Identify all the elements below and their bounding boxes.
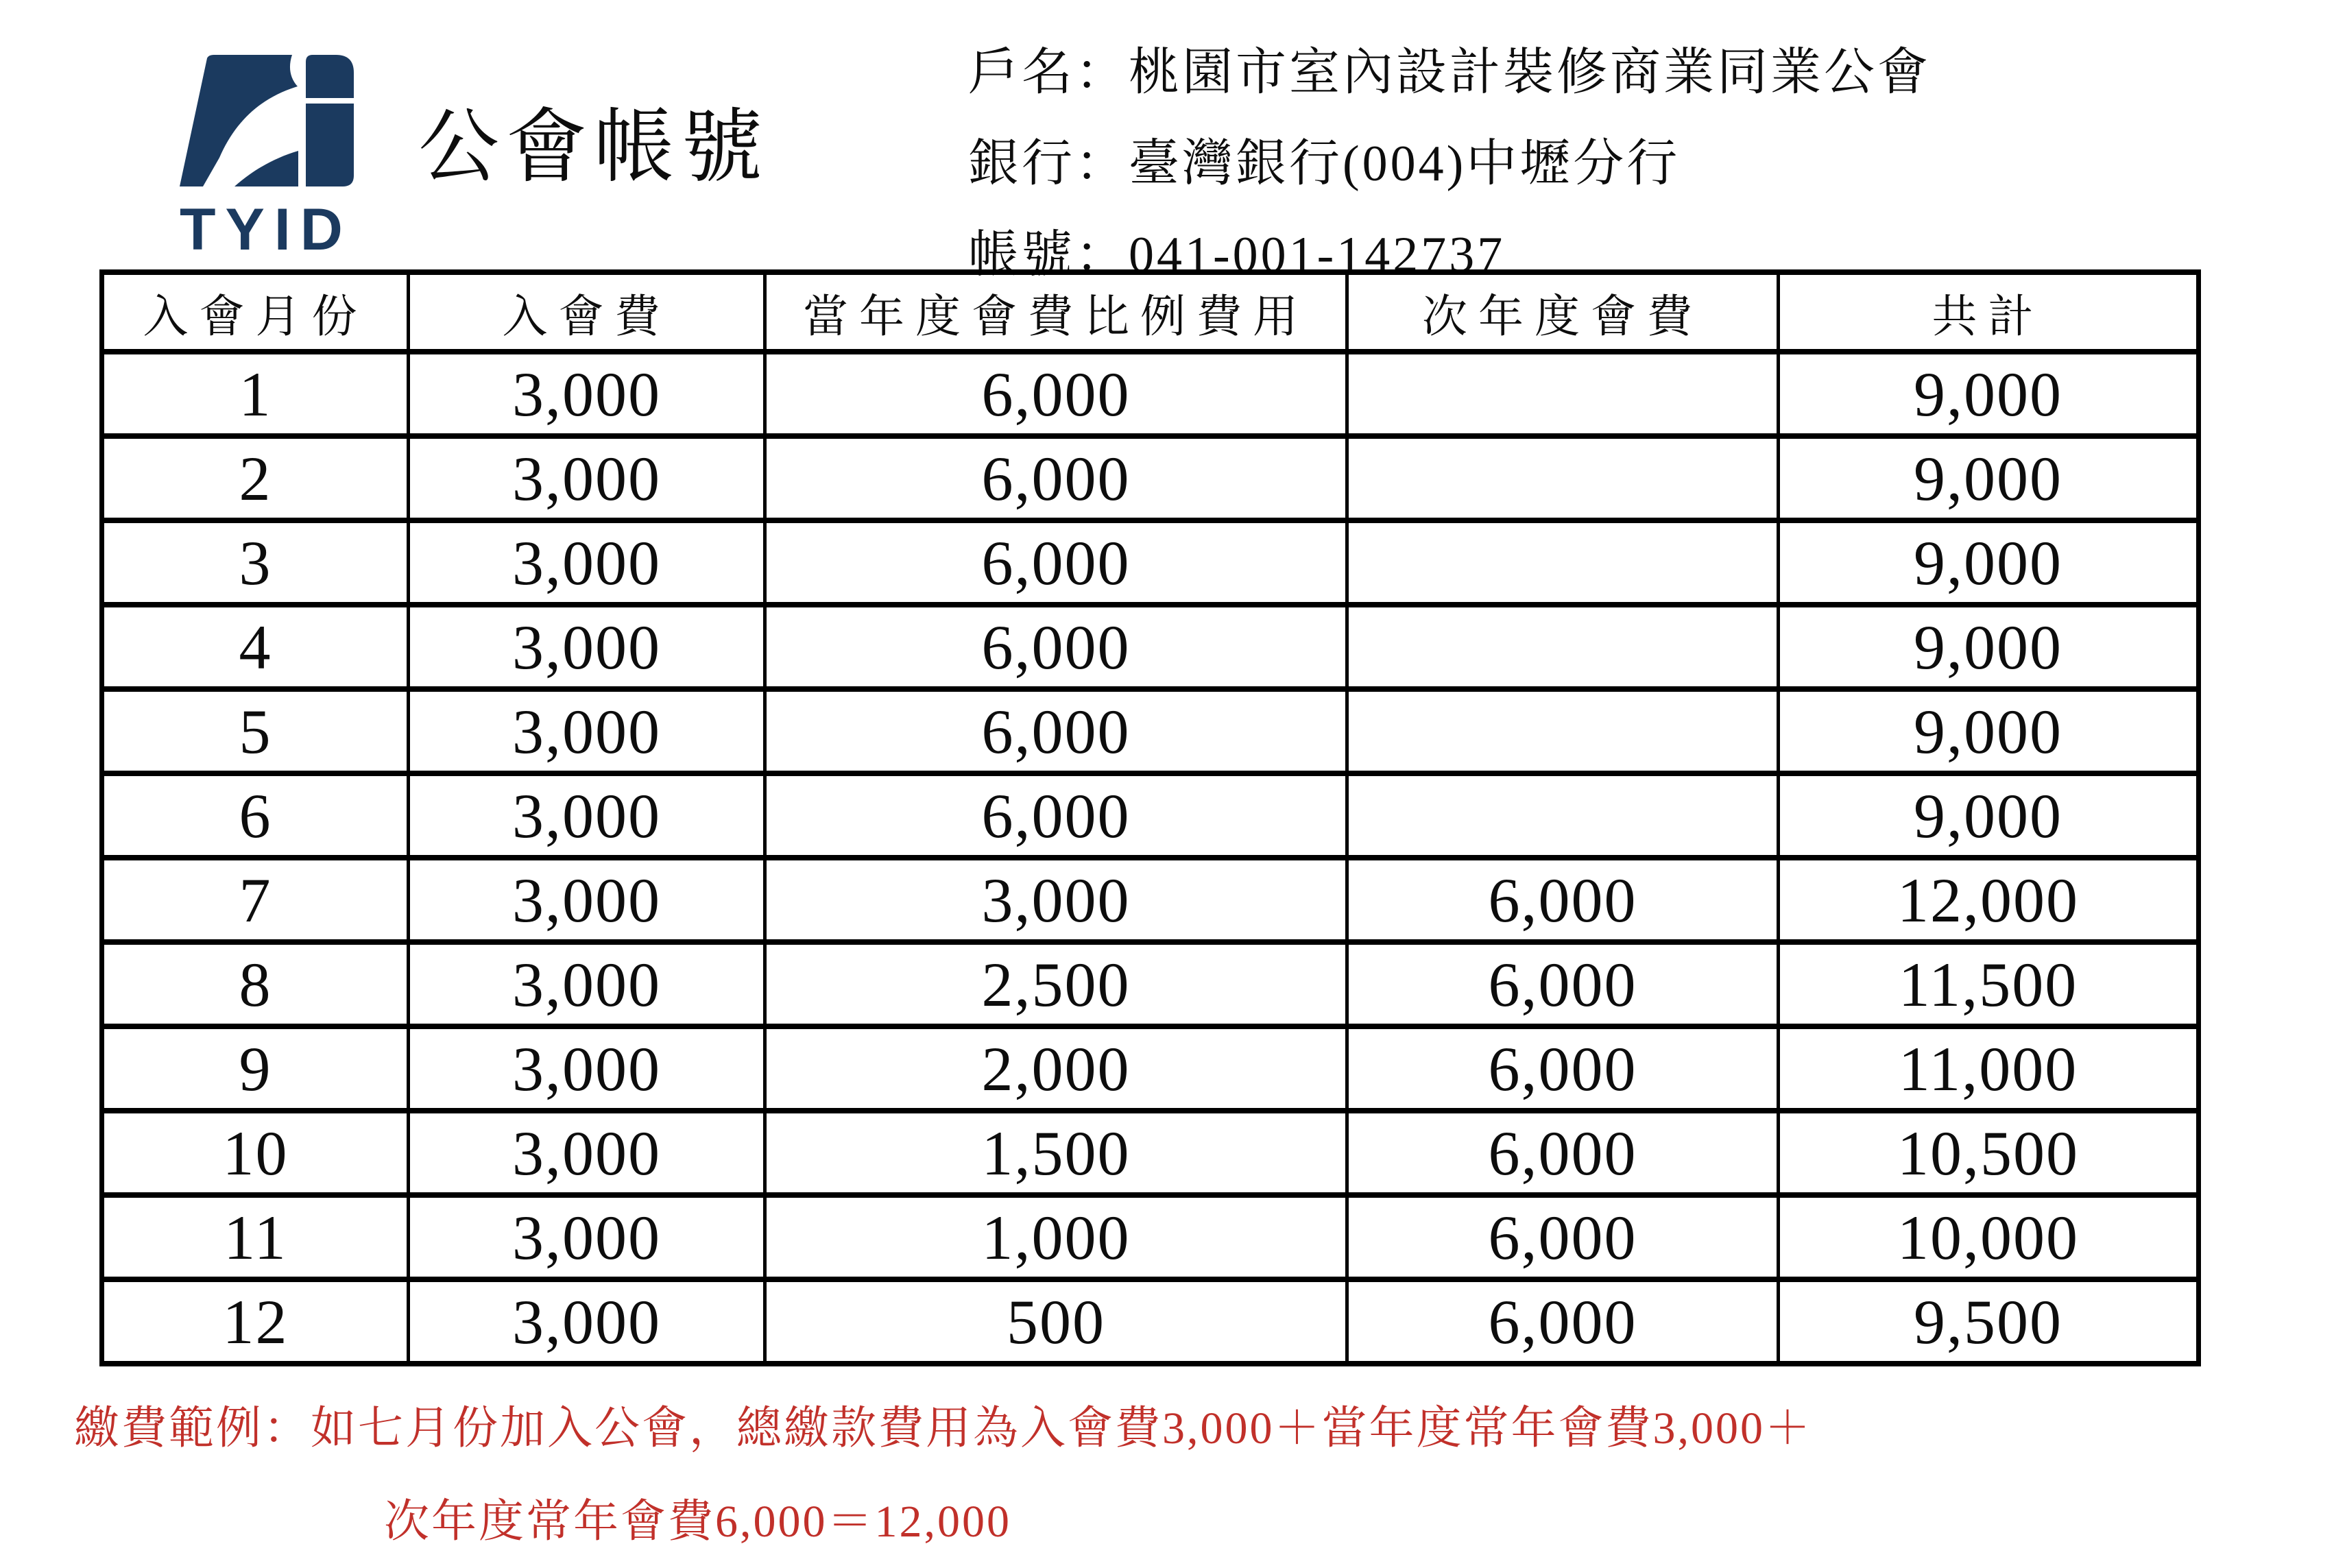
cell-next-year-fee: 6,000 xyxy=(1347,1026,1779,1111)
cell-join-month: 11 xyxy=(102,1195,409,1279)
cell-join-month: 10 xyxy=(102,1111,409,1195)
cell-prorated-fee: 6,000 xyxy=(765,352,1347,436)
fee-table-header-cell: 次年度會費 xyxy=(1347,272,1779,352)
cell-prorated-fee: 2,000 xyxy=(765,1026,1347,1111)
cell-entry-fee: 3,000 xyxy=(409,773,765,858)
cell-prorated-fee: 1,500 xyxy=(765,1111,1347,1195)
cell-join-month: 7 xyxy=(102,858,409,942)
cell-prorated-fee: 3,000 xyxy=(765,858,1347,942)
cell-total: 9,000 xyxy=(1779,352,2199,436)
payment-example-line2: 次年度常年會費6,000＝12,000 xyxy=(384,1497,1011,1547)
account-bank-line: 銀行：臺灣銀行(004)中壢分行 xyxy=(968,136,1681,192)
fee-table-row xyxy=(102,1111,2199,1195)
cell-total: 9,500 xyxy=(1779,1279,2199,1364)
cell-prorated-fee: 6,000 xyxy=(765,520,1347,605)
cell-join-month: 4 xyxy=(102,605,409,689)
account-info xyxy=(968,27,1931,301)
cell-join-month: 5 xyxy=(102,689,409,773)
cell-next-year-fee xyxy=(1347,605,1779,689)
cell-next-year-fee: 6,000 xyxy=(1347,942,1779,1026)
cell-next-year-fee xyxy=(1347,436,1779,520)
fee-table-row xyxy=(102,352,2199,436)
cell-join-month: 2 xyxy=(102,436,409,520)
cell-entry-fee: 3,000 xyxy=(409,858,765,942)
fee-table-row xyxy=(102,1279,2199,1364)
cell-prorated-fee: 6,000 xyxy=(765,689,1347,773)
cell-total: 9,000 xyxy=(1779,773,2199,858)
cell-join-month: 1 xyxy=(102,352,409,436)
payment-example-line1: 繳費範例：如七月份加入公會，總繳款費用為入會費3,000＋當年度常年會費3,000＋ xyxy=(74,1403,1812,1454)
cell-prorated-fee: 500 xyxy=(765,1279,1347,1364)
cell-total: 11,000 xyxy=(1779,1026,2199,1111)
cell-next-year-fee: 6,000 xyxy=(1347,858,1779,942)
tyid-logo xyxy=(180,55,358,263)
cell-prorated-fee: 6,000 xyxy=(765,773,1347,858)
cell-total: 9,000 xyxy=(1779,605,2199,689)
cell-entry-fee: 3,000 xyxy=(409,689,765,773)
cell-prorated-fee: 6,000 xyxy=(765,605,1347,689)
fee-table-row xyxy=(102,605,2199,689)
cell-entry-fee: 3,000 xyxy=(409,436,765,520)
cell-next-year-fee: 6,000 xyxy=(1347,1195,1779,1279)
fee-table-header-cell: 共計 xyxy=(1779,272,2199,352)
cell-total: 11,500 xyxy=(1779,942,2199,1026)
fee-table xyxy=(99,269,2201,1366)
cell-join-month: 6 xyxy=(102,773,409,858)
fee-table-row xyxy=(102,858,2199,942)
cell-join-month: 3 xyxy=(102,520,409,605)
cell-entry-fee: 3,000 xyxy=(409,1279,765,1364)
fee-table-row xyxy=(102,773,2199,858)
page-title: 公會帳號 xyxy=(418,103,770,193)
account-name-line: 戶名：桃園市室內設計裝修商業同業公會 xyxy=(968,45,1931,101)
fee-table-row xyxy=(102,689,2199,773)
account-number-line: 帳號：041-001-142737 xyxy=(968,227,1506,283)
cell-next-year-fee: 6,000 xyxy=(1347,1279,1779,1364)
fee-table-row xyxy=(102,436,2199,520)
cell-total: 10,500 xyxy=(1779,1111,2199,1195)
cell-total: 9,000 xyxy=(1779,520,2199,605)
tyid-logo-icon xyxy=(180,55,354,186)
cell-next-year-fee xyxy=(1347,689,1779,773)
cell-entry-fee: 3,000 xyxy=(409,352,765,436)
cell-entry-fee: 3,000 xyxy=(409,1111,765,1195)
cell-next-year-fee xyxy=(1347,352,1779,436)
cell-total: 9,000 xyxy=(1779,436,2199,520)
fee-table-row xyxy=(102,520,2199,605)
cell-entry-fee: 3,000 xyxy=(409,605,765,689)
fee-table-row xyxy=(102,942,2199,1026)
cell-next-year-fee: 6,000 xyxy=(1347,1111,1779,1195)
fee-table-header-cell: 入會月份 xyxy=(102,272,409,352)
fee-table-header-row xyxy=(102,272,2199,352)
cell-next-year-fee xyxy=(1347,520,1779,605)
cell-prorated-fee: 6,000 xyxy=(765,436,1347,520)
cell-entry-fee: 3,000 xyxy=(409,942,765,1026)
cell-total: 12,000 xyxy=(1779,858,2199,942)
fee-table-row xyxy=(102,1026,2199,1111)
cell-entry-fee: 3,000 xyxy=(409,1195,765,1279)
cell-total: 10,000 xyxy=(1779,1195,2199,1279)
cell-join-month: 8 xyxy=(102,942,409,1026)
cell-entry-fee: 3,000 xyxy=(409,520,765,605)
cell-prorated-fee: 2,500 xyxy=(765,942,1347,1026)
fee-table-row xyxy=(102,1195,2199,1279)
cell-entry-fee: 3,000 xyxy=(409,1026,765,1111)
tyid-logo-text: TYID xyxy=(180,197,352,263)
fee-table-header-cell: 當年度會費比例費用 xyxy=(765,272,1347,352)
cell-join-month: 9 xyxy=(102,1026,409,1111)
cell-join-month: 12 xyxy=(102,1279,409,1364)
cell-prorated-fee: 1,000 xyxy=(765,1195,1347,1279)
fee-table-header-cell: 入會費 xyxy=(409,272,765,352)
payment-example-note xyxy=(74,1382,1812,1568)
cell-next-year-fee xyxy=(1347,773,1779,858)
cell-total: 9,000 xyxy=(1779,689,2199,773)
